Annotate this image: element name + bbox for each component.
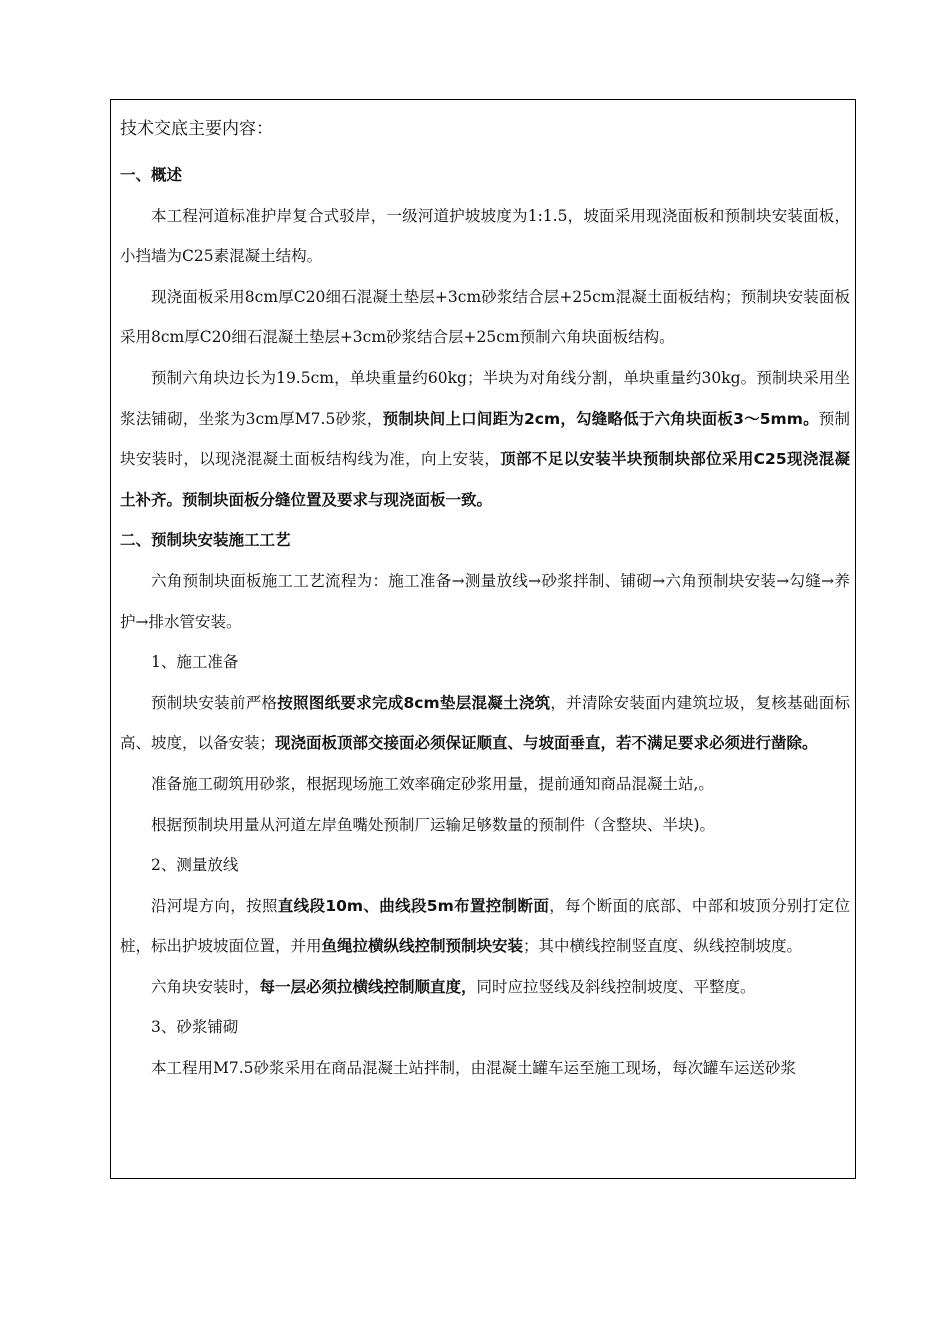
bold-text-run: 按照图纸要求完成8cm垫层混凝土浇筑 [277,693,551,712]
bold-text-run: 鱼绳拉横纵线控制预制块安装 [321,937,524,956]
text-run: 预制六角块边长为19.5cm，单块重量约60kg；半块为对角线分割，单块重量约30kg。预制块采用坐浆法铺砌，坐浆为3cm厚M7.5砂浆， [120,368,850,428]
paragraph-overview-3 [120,358,850,520]
paragraph-preparation-3: 根据预制块用量从河道左岸鱼嘴处预制厂运输足够数量的预制件（含整块、半块)。 [151,815,716,834]
paragraph-overview-1: 本工程河道标准护岸复合式驳岸，一级河道护坡坡度为1:1.5，坡面采用现浇面板和预制块安装面板，小挡墙为C25素混凝土结构。 [120,206,850,266]
subsection-title-survey: 2、测量放线 [151,856,239,875]
text-run: 六角块安装时， [151,977,260,996]
document-frame [110,99,856,1179]
text-run: ，每个断面的底部、中部和坡顶分别打定位桩，标出护坡坡面位置，并用 [120,896,850,956]
document-title: 技术交底主要内容： [120,119,273,139]
paragraph-process-intro: 六角预制块面板施工工艺流程为：施工准备→测量放线→砂浆拌制、铺砌→六角预制块安装→勾缝→养护→排水管安装。 [120,571,850,631]
paragraph-survey-2 [120,967,850,1008]
document-content [120,114,850,1089]
text-run: 预制块安装前严格 [151,693,278,712]
section-heading-overview: 一、概述 [120,166,183,184]
paragraph-survey-1 [120,886,850,967]
text-run: 预制块安装时，以现浇混凝土面板结构线为准，向上安装， [120,409,850,469]
bold-text-run: 每一层必须拉横线控制顺直度， [259,977,477,996]
paragraph-preparation-1 [120,683,850,764]
bold-text-run: 顶部不足以安装半块预制块部位采用C25现浇混凝土补齐。预制块面板分缝位置及要求与现浇面板一致。 [120,450,850,509]
bold-text-run: 现浇面板顶部交接面必须保证顺直、与坡面垂直，若不满足要求必须进行凿除。 [275,734,818,753]
paragraph-mortar-1: 本工程用M7.5砂浆采用在商品混凝土站拌制，由混凝土罐车运至施工现场，每次罐车运送砂浆 [151,1059,797,1078]
text-run: 沿河堤方向，按照 [151,896,278,915]
paragraph-overview-2: 现浇面板采用8cm厚C20细石混凝土垫层+3cm砂浆结合层+25cm混凝土面板结构；预制块安装面板采用8cm厚C20细石混凝土垫层+3cm砂浆结合层+25cm预制六角块面板结构。 [120,287,850,347]
subsection-title-preparation: 1、施工准备 [151,653,239,672]
section-heading-process: 二、预制块安装施工工艺 [120,531,291,550]
bold-text-run: 直线段10m、曲线段5m布置控制断面 [277,896,550,915]
paragraph-preparation-2: 准备施工砌筑用砂浆，根据现场施工效率确定砂浆用量，提前通知商品混凝土站,。 [151,774,714,793]
bold-text-run: 预制块间上口间距为2cm，勾缝略低于六角块面板3～5mm。 [382,409,819,428]
subsection-title-mortar: 3、砂浆铺砌 [151,1018,239,1037]
text-run: ；其中横线控制竖直度、纵线控制坡度。 [523,937,803,956]
text-run: 同时应拉竖线及斜线控制坡度、平整度。 [476,977,756,996]
text-run: ，并清除安装面内建筑垃圾，复核基础面标高、坡度，以备安装； [120,693,850,753]
